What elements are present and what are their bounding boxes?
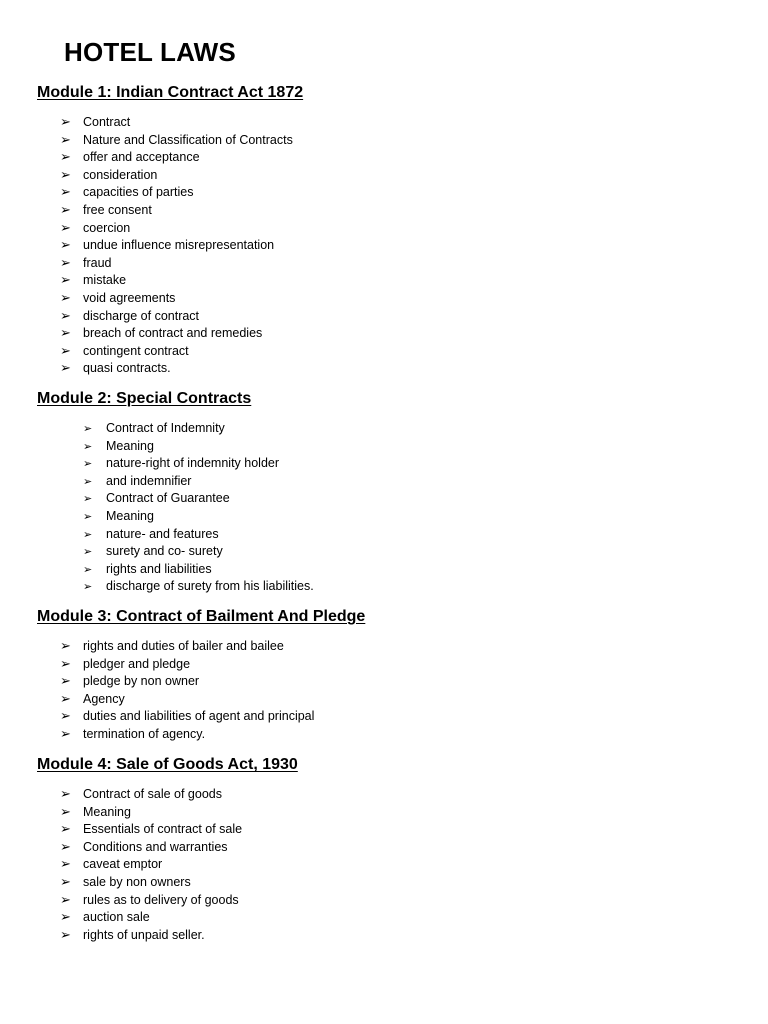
list-item — [60, 325, 293, 343]
list-item-text: sale by non owners — [83, 874, 191, 889]
list-item-text: caveat emptor — [83, 857, 163, 872]
list-item — [83, 490, 314, 508]
list-item-text: and indemnifier — [106, 473, 192, 488]
list-item — [60, 892, 242, 910]
arrowhead-bullet-icon: ➢ — [60, 839, 71, 855]
list-item — [60, 360, 293, 378]
list-item-text: rights of unpaid seller. — [83, 927, 205, 942]
list-item — [60, 167, 293, 185]
arrowhead-bullet-icon: ➢ — [60, 308, 71, 324]
list-item — [83, 420, 314, 438]
list-item — [60, 927, 242, 945]
arrowhead-bullet-icon: ➢ — [60, 674, 71, 690]
list-item-text: capacities of parties — [83, 185, 194, 200]
arrowhead-bullet-icon: ➢ — [83, 527, 93, 541]
arrowhead-bullet-icon: ➢ — [60, 255, 71, 271]
list-item-text: Meaning — [106, 508, 154, 523]
module-4-topic-list — [60, 786, 242, 944]
arrowhead-bullet-icon: ➢ — [60, 167, 71, 183]
list-item — [60, 804, 242, 822]
arrowhead-bullet-icon: ➢ — [60, 290, 71, 306]
list-item-text: fraud — [83, 255, 112, 270]
list-item — [83, 526, 314, 544]
arrowhead-bullet-icon: ➢ — [83, 545, 93, 559]
list-item — [60, 220, 293, 238]
list-item-text: Contract of sale of goods — [83, 787, 222, 801]
arrowhead-bullet-icon: ➢ — [83, 562, 93, 576]
arrowhead-bullet-icon: ➢ — [60, 238, 71, 254]
list-item — [60, 673, 314, 691]
module-1-heading: Module 1: Indian Contract Act 1872 — [37, 84, 304, 101]
list-item-text: Essentials of contract of sale — [83, 822, 243, 837]
list-item-text: Contract — [83, 115, 131, 129]
list-item — [60, 272, 293, 290]
list-item-text: undue influence misrepresentation — [83, 238, 275, 253]
list-item — [60, 308, 293, 326]
module-4-heading: Module 4: Sale of Goods Act, 1930 — [37, 756, 298, 773]
list-item — [60, 909, 242, 927]
arrowhead-bullet-icon: ➢ — [60, 185, 71, 201]
list-item — [83, 578, 314, 596]
arrowhead-bullet-icon: ➢ — [60, 343, 71, 359]
list-item — [60, 255, 293, 273]
list-item — [60, 290, 293, 308]
list-item-text: discharge of surety from his liabilities. — [106, 579, 314, 594]
list-item-text: Conditions and warranties — [83, 839, 228, 854]
arrowhead-bullet-icon: ➢ — [83, 422, 93, 435]
arrowhead-bullet-icon: ➢ — [60, 326, 71, 342]
list-item-text: surety and co- surety — [106, 544, 223, 559]
list-item-text: nature-right of indemnity holder — [106, 456, 280, 471]
arrowhead-bullet-icon: ➢ — [60, 691, 71, 707]
list-item — [60, 237, 293, 255]
list-item-text: discharge of contract — [83, 308, 200, 323]
arrowhead-bullet-icon: ➢ — [83, 439, 93, 453]
list-item — [60, 149, 293, 167]
arrowhead-bullet-icon: ➢ — [60, 150, 71, 166]
list-item — [60, 184, 293, 202]
list-item — [60, 839, 242, 857]
list-item — [60, 656, 314, 674]
list-item — [60, 726, 314, 744]
list-item-text: offer and acceptance — [83, 150, 200, 165]
arrowhead-bullet-icon: ➢ — [60, 273, 71, 289]
list-item — [60, 708, 314, 726]
list-item-text: Meaning — [106, 438, 154, 453]
module-3-topic-list — [60, 638, 314, 744]
list-item-text: Meaning — [83, 804, 131, 819]
arrowhead-bullet-icon: ➢ — [60, 656, 71, 672]
list-item-text: contingent contract — [83, 343, 189, 358]
arrowhead-bullet-icon: ➢ — [83, 492, 93, 506]
arrowhead-bullet-icon: ➢ — [60, 220, 71, 236]
list-item — [60, 821, 242, 839]
arrowhead-bullet-icon: ➢ — [60, 804, 71, 820]
list-item-text: nature- and features — [106, 526, 219, 541]
list-item-text: termination of agency. — [83, 726, 206, 741]
list-item-text: duties and liabilities of agent and principal — [83, 709, 315, 724]
document-title: HOTEL LAWS — [64, 37, 236, 67]
arrowhead-bullet-icon: ➢ — [60, 726, 71, 742]
module-2-heading: Module 2: Special Contracts — [37, 390, 252, 407]
list-item-text: rules as to delivery of goods — [83, 892, 239, 907]
arrowhead-bullet-icon: ➢ — [60, 115, 71, 130]
module-1-topic-list — [60, 114, 293, 378]
module-2-topic-list — [83, 420, 314, 596]
list-item-text: void agreements — [83, 290, 176, 305]
arrowhead-bullet-icon: ➢ — [60, 927, 71, 943]
list-item — [60, 786, 242, 804]
arrowhead-bullet-icon: ➢ — [60, 639, 71, 654]
arrowhead-bullet-icon: ➢ — [83, 474, 93, 488]
list-item-text: quasi contracts. — [83, 361, 171, 376]
list-item — [83, 473, 314, 491]
list-item-text: Contract of Guarantee — [106, 491, 230, 506]
list-item-text: rights and duties of bailer and bailee — [83, 639, 284, 653]
list-item-text: pledger and pledge — [83, 656, 191, 671]
list-item — [60, 874, 242, 892]
list-item — [60, 114, 293, 132]
list-item — [60, 343, 293, 361]
arrowhead-bullet-icon: ➢ — [83, 580, 93, 594]
list-item-text: auction sale — [83, 910, 150, 925]
list-item — [83, 543, 314, 561]
list-item — [60, 132, 293, 150]
list-item-text: Contract of Indemnity — [106, 421, 225, 435]
list-item-text: Nature and Classification of Contracts — [83, 132, 293, 147]
arrowhead-bullet-icon: ➢ — [83, 509, 93, 523]
list-item-text: Agency — [83, 691, 125, 706]
list-item-text: pledge by non owner — [83, 674, 200, 689]
list-item-text: mistake — [83, 273, 127, 288]
list-item-text: coercion — [83, 220, 131, 235]
module-3-heading: Module 3: Contract of Bailment And Pledge — [37, 608, 366, 625]
arrowhead-bullet-icon: ➢ — [60, 709, 71, 725]
list-item — [60, 691, 314, 709]
arrowhead-bullet-icon: ➢ — [60, 361, 71, 377]
arrowhead-bullet-icon: ➢ — [60, 787, 71, 802]
list-item-text: free consent — [83, 202, 152, 217]
arrowhead-bullet-icon: ➢ — [60, 910, 71, 926]
list-item-text: breach of contract and remedies — [83, 326, 263, 341]
arrowhead-bullet-icon: ➢ — [60, 874, 71, 890]
list-item-text: consideration — [83, 167, 158, 182]
list-item — [83, 455, 314, 473]
list-item — [83, 508, 314, 526]
arrowhead-bullet-icon: ➢ — [60, 202, 71, 218]
list-item — [83, 438, 314, 456]
list-item — [60, 202, 293, 220]
arrowhead-bullet-icon: ➢ — [60, 857, 71, 873]
arrowhead-bullet-icon: ➢ — [60, 132, 71, 148]
list-item — [60, 638, 314, 656]
arrowhead-bullet-icon: ➢ — [60, 892, 71, 908]
list-item-text: rights and liabilities — [106, 561, 212, 576]
arrowhead-bullet-icon: ➢ — [83, 457, 93, 471]
list-item — [60, 856, 242, 874]
arrowhead-bullet-icon: ➢ — [60, 822, 71, 838]
list-item — [83, 561, 314, 579]
